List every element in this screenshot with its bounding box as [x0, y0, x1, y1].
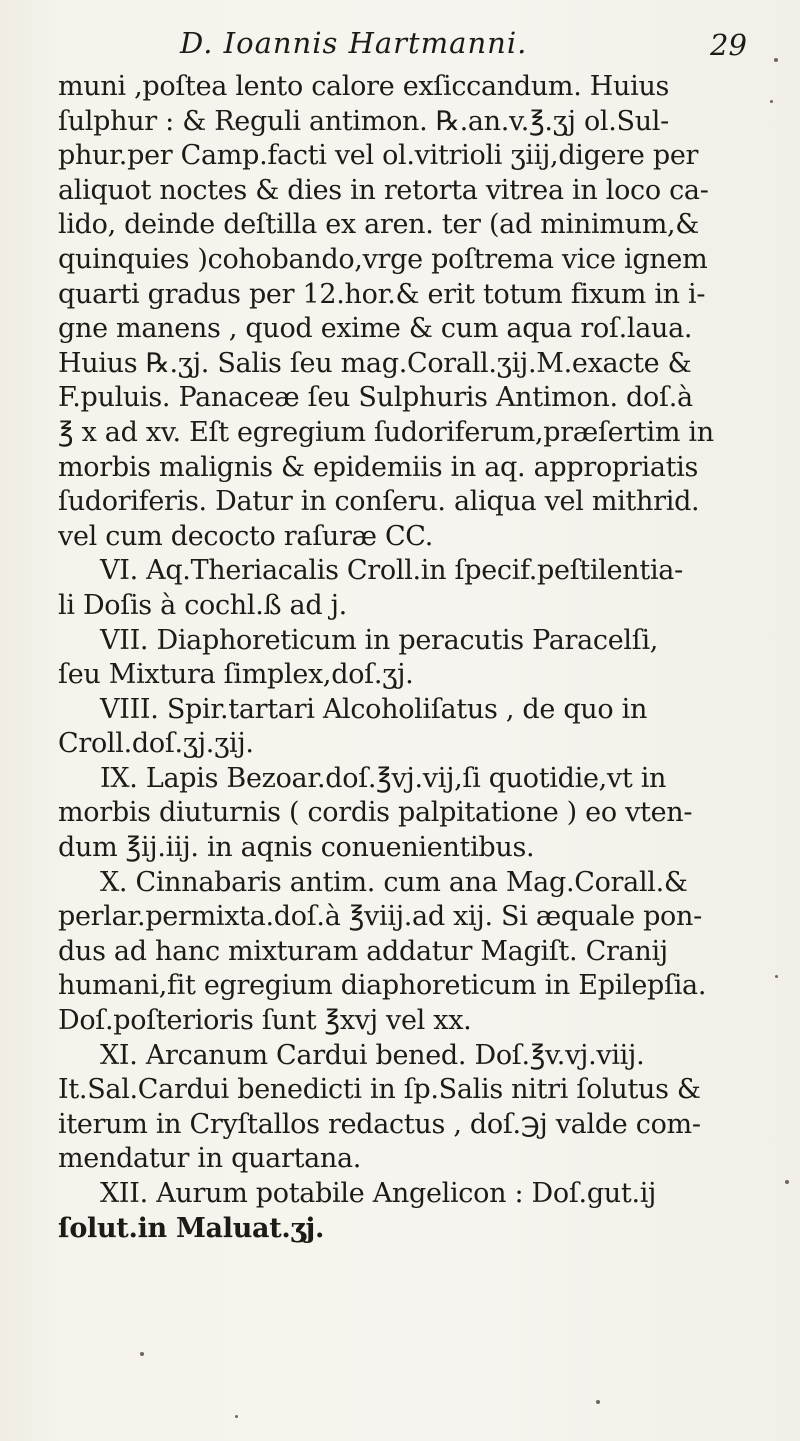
text-line: dum ℥ij.iij. in aqnis conuenientibus.: [58, 832, 535, 864]
text-line: ſulphur : & Reguli antimon. ℞.an.v.℥.ʒj ol.Sul-: [58, 105, 669, 137]
text-line: mendatur in quartana.: [58, 1143, 362, 1175]
text-line: dus ad hanc mixturam addatur Magiſt. Cranij: [58, 935, 668, 967]
text-line: VIII. Spir.tartari Alcoholiſatus , de quo in: [100, 693, 648, 725]
text-line: muni ,poſtea lento calore exſiccandum. Huius: [58, 71, 670, 102]
ink-speck: [235, 1415, 238, 1418]
text-line: VII. Diaphoreticum in peracutis Paracelſi,: [100, 624, 659, 656]
text-line: XII. Aurum potabile Angelicon : Doſ.gut.ij: [100, 1178, 657, 1209]
text-line: IX. Lapis Bezoar.doſ.℥vj.vij,ſi quotidie,vt in: [100, 762, 667, 794]
text-line: morbis malignis & epidemiis in aq. appropriatis: [58, 451, 699, 483]
text-line: gne manens , quod exime & cum aqua roſ.laua.: [58, 313, 693, 345]
ink-speck: [140, 1352, 144, 1356]
text-line: li Doſis à cochl.ß ad j.: [58, 589, 347, 621]
text-line: Croll.doſ.ʒj.ʒij.: [58, 728, 254, 760]
running-head: [0, 14, 800, 64]
text-line: XI. Arcanum Cardui bened. Doſ.℥v.vj.viij.: [100, 1039, 645, 1071]
text-line: Huius ℞.ʒj. Salis ſeu mag.Corall.ʒij.M.exacte &: [58, 347, 692, 379]
body-text: [58, 70, 768, 1246]
ink-speck: [770, 100, 773, 103]
text-line: iterum in Cryſtallos redactus , doſ.℈j valde com-: [58, 1108, 701, 1140]
text-line: ſudoriferis. Datur in conſeru. aliqua vel mithrid.: [58, 486, 700, 518]
text-line: It.Sal.Cardui benedicti in ſp.Salis nitri ſolutus &: [58, 1074, 701, 1106]
text-line: quinquies )cohobando,vrge poſtrema vice ignem: [58, 243, 708, 275]
text-line: morbis diuturnis ( cordis palpitatione ) eo vten-: [58, 797, 693, 829]
text-line: vel cum decocto raſuræ CC.: [58, 520, 433, 552]
running-head-title: D. Ioannis Hartmanni.: [180, 26, 528, 60]
text-line: ſolut.in Maluat.ʒj.: [58, 1212, 325, 1244]
page-number: 29: [710, 28, 747, 62]
text-line: ſeu Mixtura ſimplex,doſ.ʒj.: [58, 659, 414, 691]
text-line: F.puluis. Panaceæ ſeu Sulphuris Antimon. doſ.à: [58, 382, 693, 414]
text-line: ℥ x ad xv. Eſt egregium ſudoriferum,præſertim in: [58, 416, 714, 448]
text-line: humani,fit egregium diaphoreticum in Epilepſia.: [58, 970, 707, 1002]
text-line: VI. Aq.Theriacalis Croll.in ſpecif.peſtilentia-: [100, 555, 683, 587]
text-line: Doſ.poſterioris ſunt ℥xvj vel xx.: [58, 1005, 472, 1037]
text-line: perlar.permixta.doſ.à ℥viij.ad xij. Si æquale pon-: [58, 901, 702, 933]
text-line: quarti gradus per 12.hor.& erit totum fixum in i-: [58, 278, 706, 310]
ink-speck: [785, 1180, 789, 1184]
ink-speck: [774, 58, 778, 62]
text-line: X. Cinnabaris antim. cum ana Mag.Corall.&: [100, 866, 688, 898]
ink-speck: [775, 975, 778, 978]
text-line: lido, deinde deſtilla ex aren. ter (ad minimum,&: [58, 209, 700, 241]
text-line: phur.per Camp.facti vel ol.vitrioli ʒiij,digere per: [58, 140, 699, 172]
text-line: aliquot noctes & dies in retorta vitrea in loco ca-: [58, 174, 709, 206]
ink-speck: [596, 1400, 600, 1404]
